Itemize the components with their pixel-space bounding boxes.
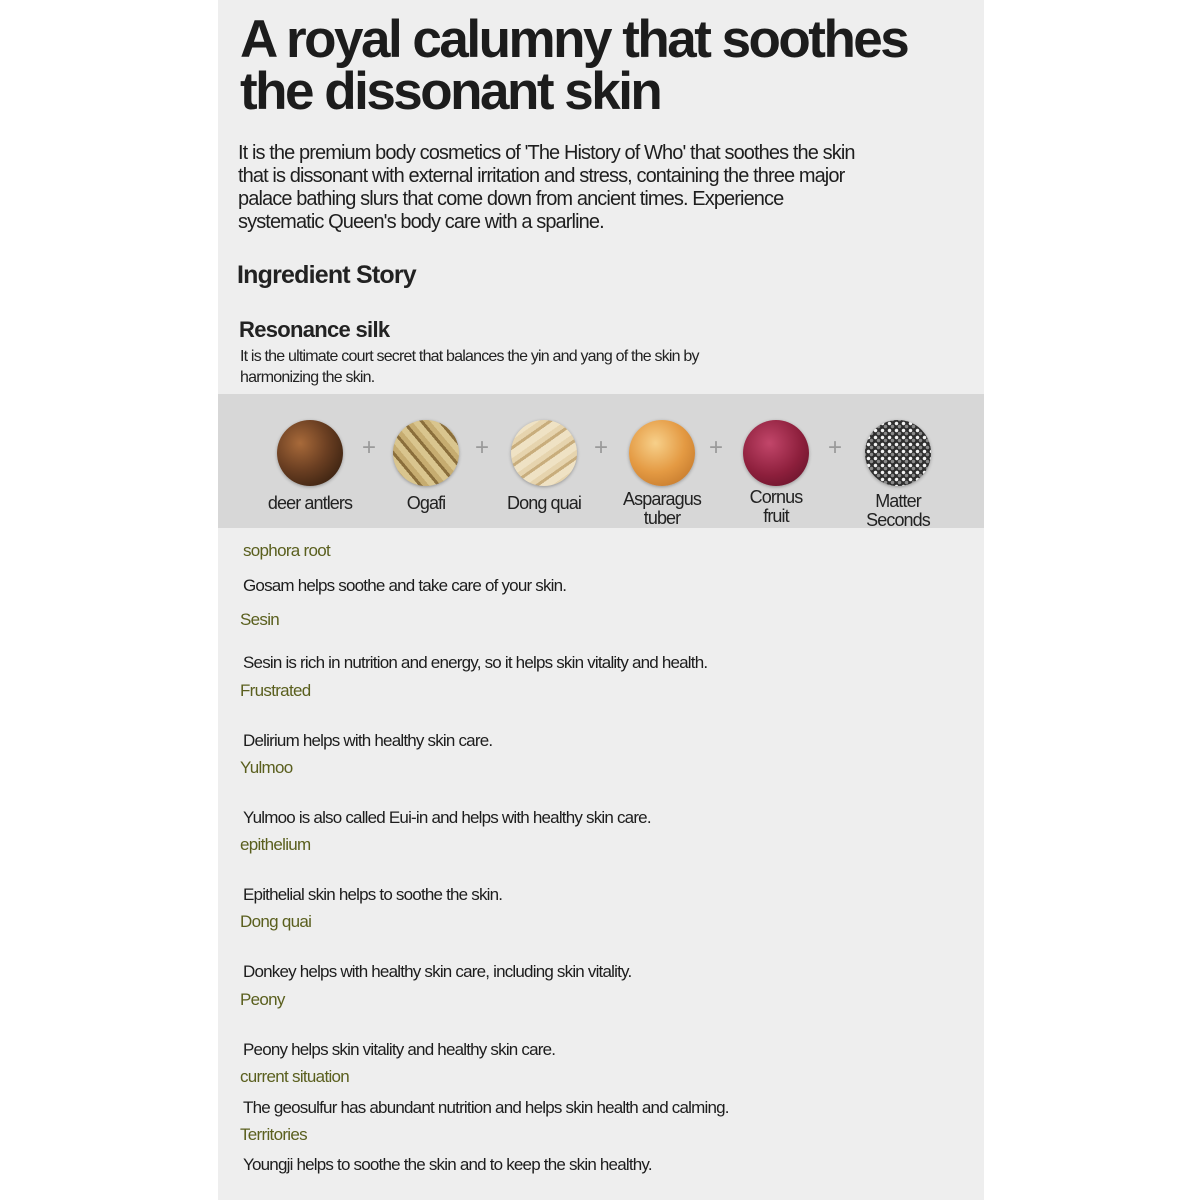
ingredient-deer-antlers bbox=[250, 420, 370, 513]
page-title bbox=[240, 10, 980, 121]
ingredient-entry-name: Frustrated bbox=[240, 681, 311, 700]
plus-icon: + bbox=[827, 434, 842, 461]
ingredient-label: deer antlers bbox=[267, 493, 353, 513]
ingredient-entry-name: current situation bbox=[240, 1067, 350, 1086]
ingredient-entry-description: Delirium helps with healthy skin care. bbox=[243, 731, 493, 750]
ingredient-dong-quai bbox=[484, 420, 604, 513]
ingredient-entry-name: Territories bbox=[240, 1125, 307, 1144]
intro-paragraph bbox=[238, 142, 978, 234]
resonance-silk-description bbox=[240, 346, 980, 388]
ingredient-band bbox=[218, 394, 984, 528]
ingredient-entry-description: Epithelial skin helps to soothe the skin. bbox=[243, 885, 503, 904]
ingredient-matter-seconds bbox=[838, 420, 958, 530]
plus-icon: + bbox=[708, 434, 723, 461]
ingredient-asparagus-tuber bbox=[602, 420, 722, 528]
ingredient-entry-description: Youngji helps to soothe the skin and to keep the skin healthy. bbox=[243, 1155, 652, 1174]
matter-seconds-seeds-image bbox=[865, 420, 931, 486]
ingredient-story-heading: Ingredient Story bbox=[237, 261, 416, 289]
intro-line: It is the premium body cosmetics of 'The History of Who' that soothes the skin bbox=[238, 142, 855, 164]
cornus-fruit-image bbox=[743, 420, 809, 486]
plus-icon: + bbox=[593, 434, 608, 461]
ingredient-entry-description: Sesin is rich in nutrition and energy, so it helps skin vitality and health. bbox=[243, 653, 708, 672]
plus-icon: + bbox=[474, 434, 489, 461]
ingredient-entry-name: sophora root bbox=[243, 541, 331, 560]
ingredient-entry-name: epithelium bbox=[240, 835, 311, 854]
intro-line: systematic Queen's body care with a sparline. bbox=[238, 211, 604, 233]
ingredient-cornus-fruit bbox=[716, 420, 836, 526]
ingredient-entry-name: Peony bbox=[240, 990, 285, 1009]
ingredient-entry-description: Donkey helps with healthy skin care, including skin vitality. bbox=[243, 962, 632, 981]
ingredient-entry-description: Gosam helps soothe and take care of your skin. bbox=[243, 576, 567, 595]
title-line: A royal calumny that soothes bbox=[240, 10, 908, 69]
resonance-silk-heading: Resonance silk bbox=[239, 317, 390, 342]
title-line: the dissonant skin bbox=[240, 62, 661, 121]
ogafi-bark-image bbox=[393, 420, 459, 486]
deer-antler-pieces-image bbox=[277, 420, 343, 486]
ingredient-entry-description: Yulmoo is also called Eui-in and helps with healthy skin care. bbox=[243, 808, 651, 827]
asparagus-tuber-image bbox=[629, 420, 695, 486]
plus-icon: + bbox=[361, 434, 376, 461]
ingredient-label: Ogafi bbox=[406, 493, 446, 513]
ingredient-entry-description: Peony helps skin vitality and healthy skin care. bbox=[243, 1040, 556, 1059]
resonance-desc-line: It is the ultimate court secret that balances the yin and yang of the skin by bbox=[240, 348, 699, 365]
intro-line: that is dissonant with external irritation and stress, containing the three major bbox=[238, 165, 845, 187]
ingredient-label: Asparagus tuber bbox=[623, 489, 701, 528]
ingredient-label: Cornus fruit bbox=[749, 487, 803, 526]
ingredient-entry-name: Dong quai bbox=[240, 912, 312, 931]
dong-quai-slices-image bbox=[511, 420, 577, 486]
ingredient-entry-name: Sesin bbox=[240, 610, 280, 629]
resonance-desc-line: harmonizing the skin. bbox=[240, 369, 375, 386]
ingredient-ogafi bbox=[366, 420, 486, 513]
intro-line: palace bathing slurs that come down from ancient times. Experience bbox=[238, 188, 784, 210]
ingredient-entry-name: Yulmoo bbox=[240, 758, 293, 777]
ingredient-entry-description: The geosulfur has abundant nutrition and helps skin health and calming. bbox=[243, 1098, 729, 1117]
ingredient-label: Matter Seconds bbox=[866, 491, 930, 530]
ingredient-label: Dong quai bbox=[507, 493, 581, 513]
